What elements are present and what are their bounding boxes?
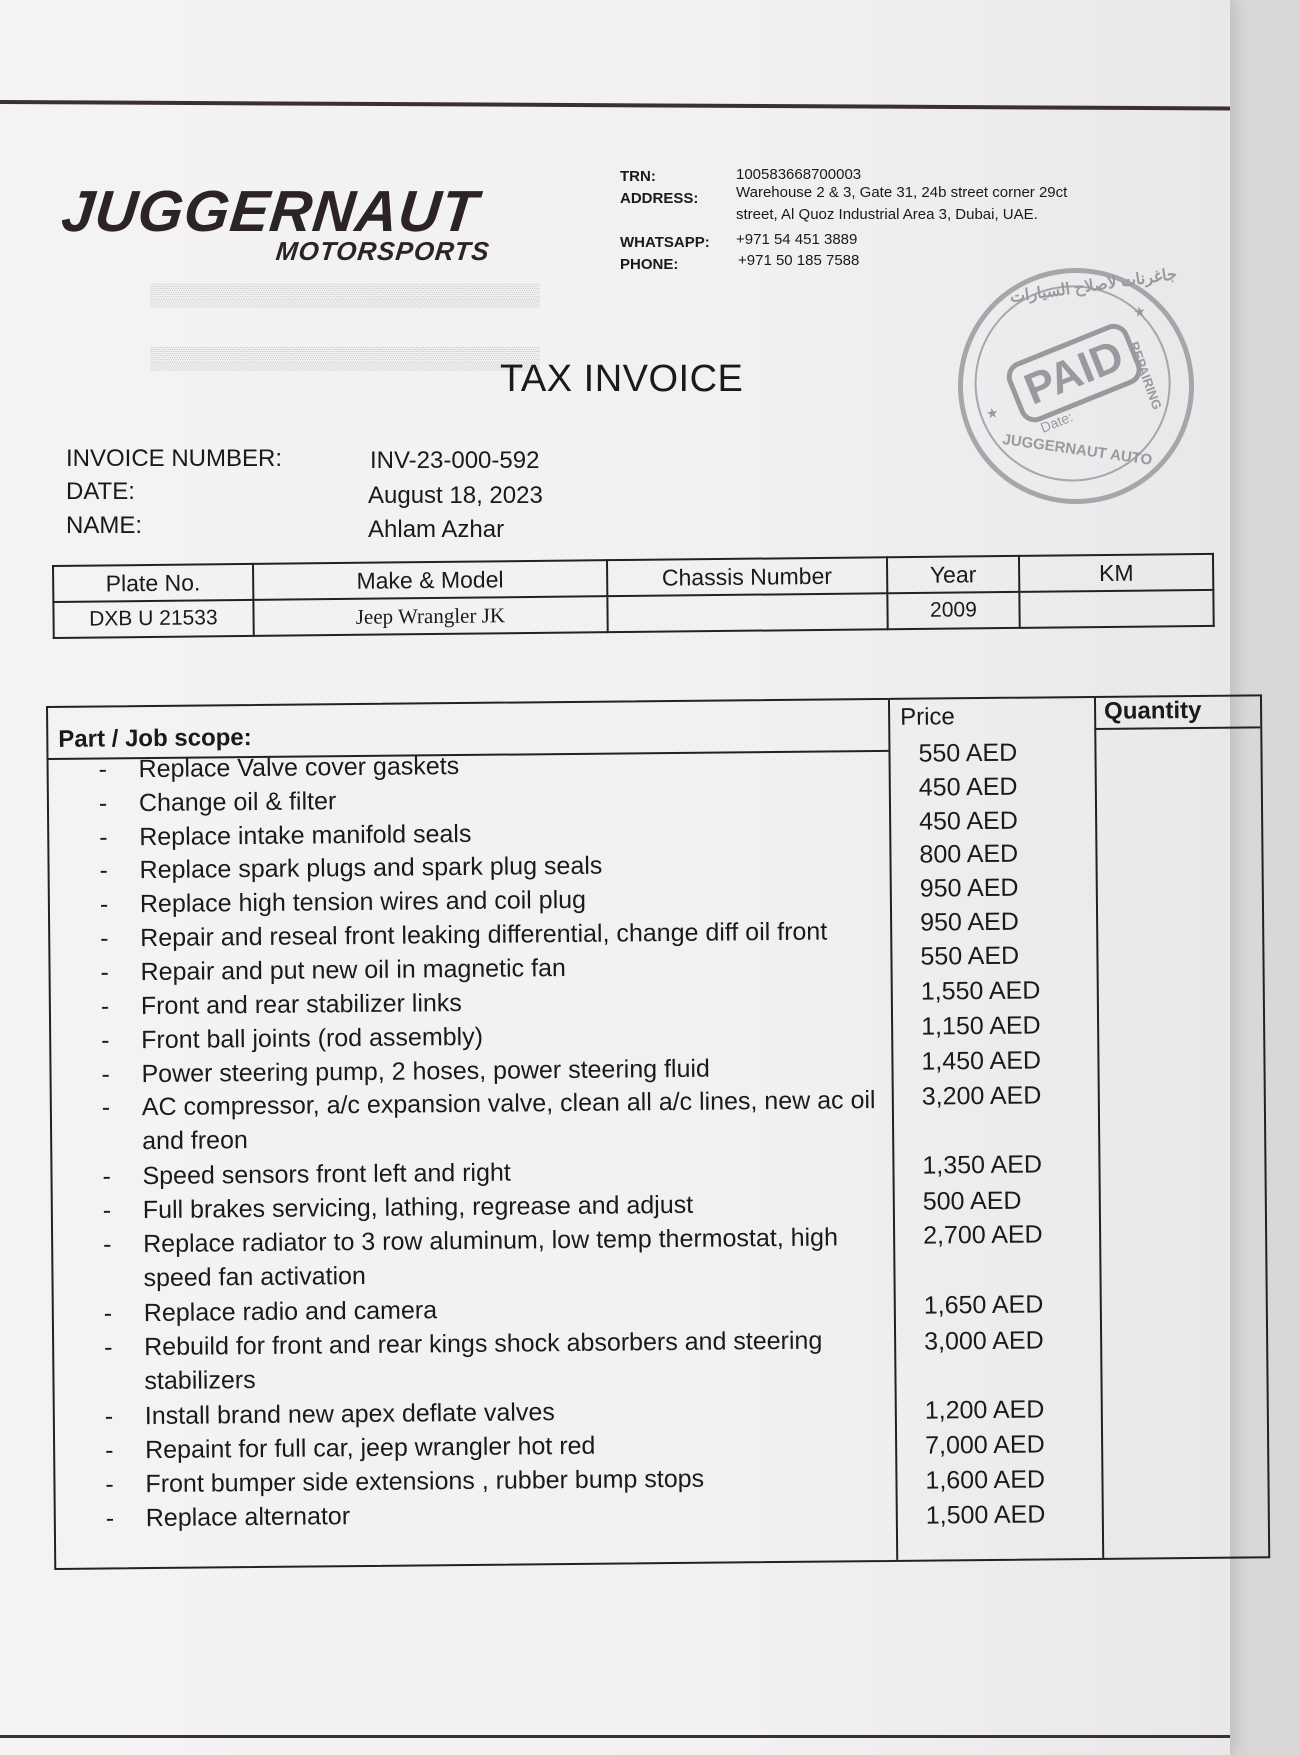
whatsapp-value: +971 54 451 3889 (736, 231, 858, 248)
job-description: Change oil & filter (138, 787, 337, 818)
bullet-dash: - (101, 1026, 110, 1055)
job-price: 450 AED (919, 806, 1018, 836)
job-description: Front and rear stabilizer links (140, 989, 462, 1021)
price-column-divider (888, 700, 898, 1560)
job-scope-table (46, 694, 1270, 1570)
date-value: August 18, 2023 (368, 482, 543, 509)
price-header: Price (900, 703, 955, 731)
header-rule (0, 100, 1230, 110)
quantity-header: Quantity (1103, 696, 1202, 725)
job-price: 1,450 AED (921, 1046, 1042, 1076)
bullet-dash: - (103, 1299, 113, 1328)
km-header: KM (1019, 554, 1213, 592)
job-price: 550 AED (920, 941, 1020, 971)
bullet-dash: - (105, 1504, 115, 1533)
bullet-dash: - (100, 924, 109, 953)
document-title: TAX INVOICE (500, 358, 744, 400)
star-icon: ★ (984, 404, 1000, 422)
job-description: Rebuild for front and rear kings shock absorbers and steering (144, 1326, 823, 1362)
job-price: 3,000 AED (924, 1326, 1044, 1356)
stamp-arabic-text: جاغرنات لاصلاح السيارات (1008, 265, 1178, 307)
job-description: Replace intake manifold seals (139, 819, 472, 852)
bullet-dash: - (99, 856, 109, 885)
quantity-column-divider (1094, 698, 1104, 1558)
stamp-company-text: JUGGERNAUT AUTO (1001, 431, 1154, 469)
job-description-continued: stabilizers (144, 1366, 256, 1396)
bullet-dash: - (104, 1402, 114, 1431)
job-price: 1,550 AED (920, 976, 1041, 1006)
bullet-dash: - (105, 1470, 114, 1499)
bullet-dash: - (105, 1436, 114, 1465)
bullet-dash: - (100, 992, 110, 1021)
job-description: Repaint for full car, jeep wrangler hot red (145, 1431, 596, 1465)
invoice-number-label: INVOICE NUMBER: (66, 445, 283, 472)
job-price: 1,650 AED (923, 1290, 1044, 1320)
job-price: 1,350 AED (922, 1150, 1043, 1180)
job-price: 1,150 AED (920, 1011, 1041, 1041)
name-value: Ahlam Azhar (368, 516, 505, 543)
plate-header: Plate No. (53, 564, 253, 602)
stamp-date-label: Date: (1038, 408, 1076, 436)
quantity-header-divider (1094, 726, 1260, 730)
trn-value: 100583668700003 (736, 166, 862, 183)
bullet-dash: - (100, 958, 110, 987)
chassis-value (607, 593, 887, 632)
show-through-text: ▒▒▒▒▒▒▒▒▒▒▒▒▒▒▒▒▒▒▒▒▒▒▒▒▒ (150, 345, 540, 370)
job-description: Replace Valve cover gaskets (138, 752, 460, 784)
year-value: 2009 (887, 592, 1020, 629)
job-description: Front ball joints (rod assembly) (141, 1022, 484, 1055)
job-scope-header: Part / Job scope: (58, 724, 252, 753)
job-description: Replace radiator to 3 row aluminum, low temp thermostat, high (143, 1223, 839, 1259)
star-icon: ★ (1132, 302, 1147, 321)
job-description: Replace high tension wires and coil plug (139, 885, 587, 919)
stamp-side-text: REPAIRING (1126, 339, 1165, 412)
bullet-dash: - (102, 1162, 111, 1191)
show-through-text: ▒▒▒▒▒▒▒▒▒▒▒▒▒▒▒▒▒▒▒▒▒▒▒▒▒ (150, 282, 540, 307)
job-price: 7,000 AED (925, 1430, 1045, 1460)
vehicle-table (52, 553, 1215, 639)
job-description: AC compressor, a/c expansion valve, clean all a/c lines, new ac oil (141, 1086, 876, 1122)
name-label: NAME: (66, 512, 143, 539)
make-model-header: Make & Model (253, 560, 608, 600)
job-description: Repair and put new oil in magnetic fan (140, 954, 566, 987)
job-description: Replace alternator (145, 1502, 351, 1533)
job-price: 1,500 AED (925, 1500, 1046, 1530)
job-description-continued: speed fan activation (143, 1261, 367, 1293)
footer-rule (0, 1735, 1230, 1738)
invoice-number-value: INV-23-000-592 (370, 447, 540, 474)
job-description: Power steering pump, 2 hoses, power steering fluid (141, 1054, 711, 1089)
bullet-dash: - (104, 1333, 113, 1362)
job-price: 950 AED (919, 873, 1019, 903)
company-logo-subtitle: MOTORSPORTS (274, 236, 492, 266)
job-description-continued: and freon (142, 1126, 248, 1156)
phone-value: +971 50 185 7588 (738, 252, 860, 269)
make-model-value: Jeep Wrangler JK (253, 596, 608, 636)
bullet-dash: - (98, 755, 108, 784)
paid-label: PAID (1002, 319, 1147, 427)
bullet-dash: - (102, 1196, 112, 1225)
job-description: Install brand new apex deflate valves (144, 1398, 555, 1431)
job-price: 2,700 AED (922, 1220, 1043, 1250)
job-description: Replace spark plugs and spark plug seals (139, 851, 603, 885)
bullet-dash: - (103, 1230, 112, 1259)
year-header: Year (887, 556, 1020, 593)
date-label: DATE: (66, 478, 135, 505)
phone-label: PHONE: (620, 256, 679, 273)
plate-value: DXB U 21533 (53, 600, 253, 638)
bullet-dash: - (99, 823, 108, 852)
job-price: 950 AED (919, 907, 1019, 937)
bullet-dash: - (99, 890, 109, 919)
paid-stamp (943, 253, 1210, 520)
job-price: 1,600 AED (925, 1465, 1046, 1495)
km-value (1020, 590, 1214, 628)
bullet-dash: - (98, 789, 108, 818)
job-description: Full brakes servicing, lathing, regrease and adjust (142, 1190, 694, 1225)
bullet-dash: - (101, 1060, 111, 1089)
job-price: 3,200 AED (921, 1081, 1042, 1111)
whatsapp-label: WHATSAPP: (620, 234, 710, 251)
trn-label: TRN: (620, 168, 656, 185)
job-description: Replace radio and camera (143, 1296, 438, 1328)
address-line-1: Warehouse 2 & 3, Gate 31, 24b street corner 29ct (736, 184, 1068, 201)
bullet-dash: - (101, 1093, 111, 1122)
address-line-2: street, Al Quoz Industrial Area 3, Dubai, UAE. (736, 206, 1038, 223)
job-price: 800 AED (919, 839, 1019, 869)
job-price: 450 AED (918, 772, 1018, 802)
chassis-header: Chassis Number (607, 557, 887, 596)
job-price: 550 AED (918, 738, 1018, 768)
address-label: ADDRESS: (620, 190, 699, 207)
job-price: 500 AED (922, 1186, 1022, 1216)
company-logo-title: JUGGERNAUT (58, 179, 482, 244)
job-description: Speed sensors front left and right (142, 1158, 511, 1191)
job-description: Front bumper side extensions , rubber bump stops (145, 1464, 705, 1499)
job-description: Repair and reseal front leaking differential, change diff oil front (140, 917, 828, 953)
job-price: 1,200 AED (924, 1395, 1045, 1425)
